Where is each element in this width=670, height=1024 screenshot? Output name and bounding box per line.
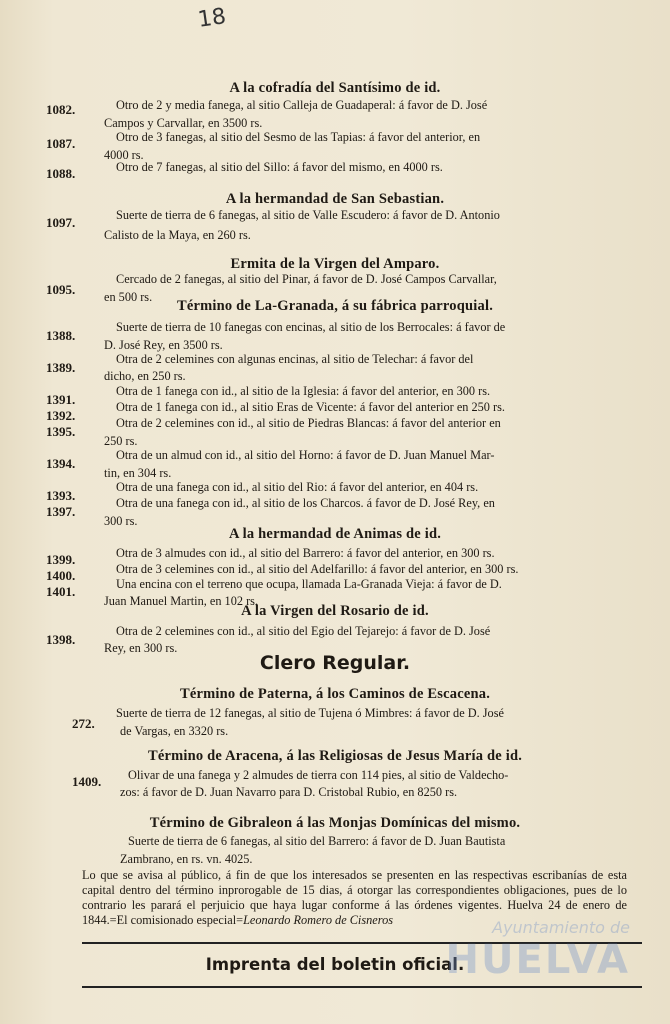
entry-text: 300 rs. — [104, 514, 138, 528]
entry-text: de Vargas, en 3320 rs. — [120, 724, 229, 738]
entry-number: 1398. — [46, 632, 76, 647]
entry-text: Rey, en 300 rs. — [104, 641, 178, 655]
entry-number: 1388. — [46, 328, 76, 343]
entry-text: Otra de 2 celemines con id., al sitio de Piedras Blancas: á favor del anterior en — [116, 416, 501, 430]
entry-text: Juan Manuel Martin, en 102 rs. — [104, 594, 259, 608]
entry-number: 1392. — [46, 408, 76, 423]
entry-number: 1095. — [46, 282, 76, 297]
entry-text: Otra de 2 celemines con algunas encinas, al sitio de Telechar: á favor del — [116, 352, 474, 366]
entry-number: 1394. — [46, 456, 76, 471]
entry-text: Otra de 1 fanega con id., al sitio Eras de Vicente: á favor del anterior en 250 rs. — [116, 400, 505, 414]
section-heading: Término de La-Granada, á su fábrica parroquial. — [176, 298, 494, 314]
section-heading: Término de Paterna, á los Caminos de Escacena. — [179, 686, 491, 702]
section-heading: A la cofradía del Santísimo de id. — [229, 80, 441, 96]
entry-number: 1393. — [46, 488, 76, 503]
clero-regular-heading: Clero Regular. — [259, 652, 411, 674]
watermark-line1: Ayuntamiento de — [492, 918, 630, 937]
entry-text: Olivar de una fanega y 2 almudes de tierra con 114 pies, al sitio de Valdecho- — [128, 768, 509, 782]
entry-number: 1088. — [46, 166, 76, 181]
entry-text: Otra de 1 fanega con id., al sitio de la Iglesia: á favor del anterior, en 300 rs. — [116, 384, 491, 398]
entry-text: Otra de una fanega con id., al sitio del Rio: á favor del anterior, en 404 rs. — [116, 480, 479, 494]
entry-text: Otra de 3 almudes con id., al sitio del Barrero: á favor del anterior, en 300 rs. — [116, 546, 495, 560]
entry-number: 1395. — [46, 424, 76, 439]
entry-number: 1082. — [46, 102, 76, 117]
entry-text: Otra de una fanega con id., al sitio de los Charcos. á favor de D. José Rey, en — [116, 496, 495, 510]
entry-text: D. José Rey, en 3500 rs. — [104, 338, 223, 352]
watermark-line2: HUELVA — [445, 937, 630, 983]
entry-text: Otra de un almud con id., al sitio del Horno: á favor de D. Juan Manuel Mar- — [116, 448, 495, 462]
entry-number: 1409. — [72, 774, 102, 789]
section-heading: Ermita de la Virgen del Amparo. — [230, 256, 440, 272]
handwritten-folio-mark: 18 — [196, 4, 228, 33]
section-heading: Término de Gibraleon á las Monjas Domínicas del mismo. — [149, 815, 521, 831]
entry-text: Otro de 7 fanegas, al sitio del Sillo: á favor del mismo, en 4000 rs. — [116, 160, 443, 174]
entry-number: 1400. — [46, 568, 76, 583]
entry-number: 1389. — [46, 360, 76, 375]
entry-number: 1399. — [46, 552, 76, 567]
section-heading: A la hermandad de Animas de id. — [228, 526, 442, 542]
entry-text: Suerte de tierra de 6 fanegas, al sitio del Barrero: á favor de D. Juan Bautista — [128, 834, 506, 848]
entry-number: 1401. — [46, 584, 76, 599]
entry-text: tin, en 304 rs. — [104, 466, 172, 480]
entry-text: Suerte de tierra de 12 fanegas, al sitio de Tujena ó Mimbres: á favor de D. José — [116, 706, 504, 720]
entry-text: Otro de 2 y media fanega, al sitio Calleja de Guadaperal: á favor de D. José — [116, 98, 488, 112]
entry-text: Suerte de tierra de 6 fanegas, al sitio de Valle Escudero: á favor de D. Antonio — [116, 208, 500, 222]
entry-number: 1087. — [46, 136, 76, 151]
entry-text: zos: á favor de D. Juan Navarro para D. Cristobal Rubio, en 8250 rs. — [120, 785, 458, 799]
entry-text: Una encina con el terreno que ocupa, llamada La-Granada Vieja: á favor de D. — [116, 577, 502, 591]
entry-text: dicho, en 250 rs. — [104, 369, 186, 383]
entry-text: Calisto de la Maya, en 260 rs. — [104, 228, 251, 242]
entry-text: Cercado de 2 fanegas, al sitio del Pinar, á favor de D. José Campos Carvallar, — [116, 272, 497, 286]
archive-watermark — [430, 918, 630, 1008]
entry-text: Otro de 3 fanegas, al sitio del Sesmo de las Tapias: á favor del anterior, en — [116, 130, 481, 144]
entry-text: Otra de 3 celemines con id., al sitio del Adelfarillo: á favor del anterior, en 300 rs. — [116, 562, 519, 576]
entry-text: Suerte de tierra de 10 fanegas con encinas, al sitio de los Berrocales: á favor de — [116, 320, 506, 334]
entry-text: Campos y Carvallar, en 3500 rs. — [104, 116, 263, 130]
section-heading: A la hermandad de San Sebastian. — [225, 191, 445, 207]
closing-text: Lo que se avisa al público, á fin de que los interesados se presenten en las respectivas escribanías de esta capital dentro del término inprorogable de 15 dias, á otorgar las correspondientes obligaciones, pues de lo contrario les parará el perjuicio que haya lugar conforme á las órdenes vigentes. Huelva 24 de enero de 1844.=El comisionado especial= — [82, 868, 627, 927]
signature: Leonardo Romero de Cisneros — [243, 913, 394, 927]
entry-text: en 500 rs. — [104, 290, 153, 304]
section-heading: A la Virgen del Rosario de id. — [241, 603, 429, 619]
entry-number: 272. — [72, 716, 95, 731]
entry-text: 4000 rs. — [104, 148, 144, 162]
entry-number: 1397. — [46, 504, 76, 519]
entry-text: Zambrano, en rs. vn. 4025. — [120, 852, 253, 866]
section-heading: Término de Aracena, á las Religiosas de Jesus María de id. — [147, 748, 523, 764]
entry-number: 1097. — [46, 215, 76, 230]
entry-text: Otra de 2 celemines con id., al sitio del Egio del Tejarejo: á favor de D. José — [116, 624, 491, 638]
entry-number: 1391. — [46, 392, 76, 407]
entry-text: 250 rs. — [104, 434, 138, 448]
imprenta-footer: Imprenta del boletin oficial. — [205, 955, 465, 974]
